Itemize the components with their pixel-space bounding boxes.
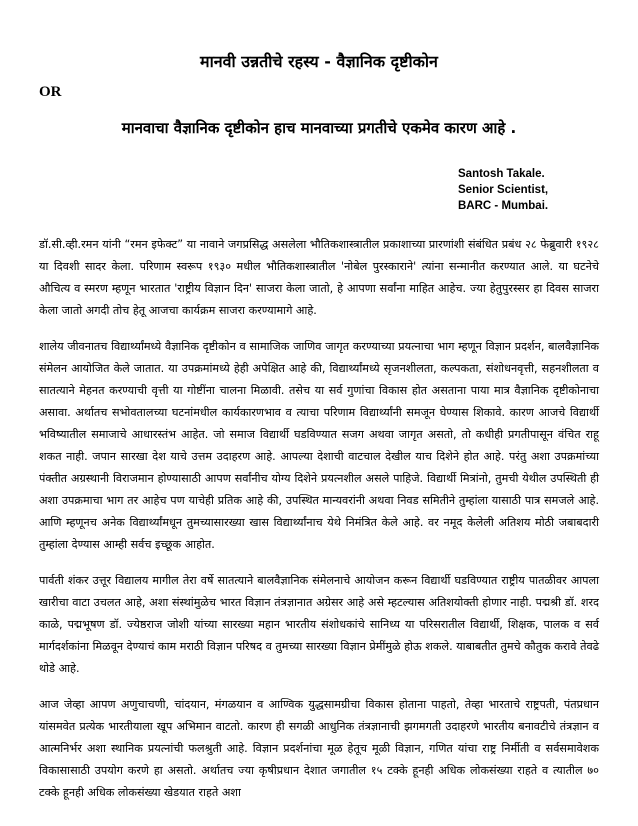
paragraph-1: डॉ.सी.व्ही.रमन यांनी “रमन इफेक्ट” या नावाने जगप्रसिद्ध असलेला भौतिकशास्त्रातील प्रकाशाच्या प्रारणांशी संबंधित प्रबंध २८ फेब्रुवारी १९२८ या दिवशी सादर केला. परिणाम स्वरूप १९३० मधील भौतिकशास्त्रातील 'नोबेल पुरस्काराने' त्यांना सन्मानीत करण्यात आले. या घटनेचे औचित्य व स्मरण म्हणून भारतात 'राष्ट्रीय विज्ञान दिन' साजरा केला जातो, हे आपणा सर्वांना माहित आहेच. ज्या हेतुपुरस्सर हा दिवस साजरा केला जातो अगदी तोच हेतू आजचा कार्यक्रम साजरा करण्यामागे आहे. xyxy=(39,238,599,317)
author-block xyxy=(458,166,548,214)
document-subtitle: मानवाचा वैज्ञानिक दृष्टीकोन हाच मानवाच्या प्रगतीचे एकमेव कारण आहे . xyxy=(121,119,517,137)
author-designation: Senior Scientist, xyxy=(458,184,549,196)
document-title: मानवी उन्नतीचे रहस्य - वैज्ञानिक दृष्टीकोन xyxy=(200,52,438,71)
author-organization: BARC - Mumbai. xyxy=(458,200,549,212)
author-name: Santosh Takale. xyxy=(458,168,545,180)
paragraph-4: आज जेव्हा आपण अणुचाचणी, चांदयान, मंगळयान व आण्विक युद्धसामग्रीचा विकास होताना पाहतो, तेव्हा भारताचे राष्ट्रपती, पंतप्रधान यांसमवेत प्रत्येक भारतीयाला खूप अभिमान वाटतो. कारण ही सगळी आधुनिक तंत्रज्ञानाची झगमगती उदाहरणे भारतीय बनावटीचे तंत्रज्ञान व आत्मनिर्भर अशा स्थानिक प्रयत्नांची फलश्रुती आहे. विज्ञान प्रदर्शनांचा मूळ हेतूच मूळी विज्ञान, गणित यांचा राष्ट्र निर्मीती व सर्वसमावेशक विकासासाठी उपयोग करणे हा असतो. अर्थातच ज्या कृषीप्रधान देशात जगातील १५ टक्के हूनही अधिक लोकसंख्या राहते व त्यातील ७० टक्के हूनही अधिक लोकसंख्या खेडयात राहते अशा xyxy=(39,698,599,799)
paragraph-2: शालेय जीवनातच विद्यार्थ्यांमध्ये वैज्ञानिक दृष्टीकोन व सामाजिक जाणिव जागृत करण्याच्या प्रयत्नाचा भाग म्हणून विज्ञान प्रदर्शन, बालवैज्ञानिक संमेलन आयोजित केले जातात. या उपक्रमांमध्ये हेही अपेक्षित आहे की, विद्यार्थ्यांमध्ये सृजनशीलता, कल्पकता, संशोधनवृत्ती, सहनशीलता व सातत्याने मेहनत करण्याची वृत्ती या गोष्टींना चालना मिळावी. तसेच या सर्व गुणांचा विकास होत असताना पाया मात्र वैज्ञानिक दृष्टीकोनाचा असावा. अर्थातच सभोवतालच्या घटनांमधील कार्यकारणभाव व त्याचा परिणाम विद्यार्थ्यांनी समजून घेण्यास शिकावे. कारण आजचे विद्यार्थी भविष्यातील समाजाचे आधारस्तंभ आहेत. जो समाज विद्यार्थी घडविण्यात सजग अथवा जागृत असतो, तो कधीही प्रगतीपासून वंचित राहू शकत नाही. जपान सारखा देश याचे उत्तम उदाहरण आहे. आपल्या देशाची वाटचाल देखील याच दिशेने होत आहे. परंतु अशा उपक्रमांच्या पंक्तीत अग्रस्थानी विराजमान होण्यासाठी आपण सर्वांनीच योग्य दिशेने प्रयत्नशील असले पाहिजे. विद्यार्थी मित्रांनो, तुमची येथील उपस्थिती ही अशा उपक्रमाचा भाग तर आहेच पण याचेही प्रतिक आहे की, उपस्थित मान्यवरांनी अथवा निवड समितीने तुम्हांला यासाठी पात्र समजले आहे. आणि म्हणूनच अनेक विद्यार्थ्यांमधून तुमच्यासारख्या खास विद्यार्थ्यांनाच येथे निमंत्रित केले आहे. वर नमूद केलेली अतिशय मोठी जबाबदारी तुम्हांला देण्यास आम्ही सर्वच इच्छूक आहोत. xyxy=(39,340,599,551)
or-label: OR xyxy=(39,84,62,100)
document-body xyxy=(39,234,599,818)
paragraph-3: पार्वती शंकर उत्तूर विद्यालय मागील तेरा वर्षे सातत्याने बालवैज्ञानिक संमेलनाचे आयोजन करून विद्यार्थी घडविण्यात राष्ट्रीय पातळीवर आपला खारीचा वाटा उचलत आहे, अशा संस्थांमुळेच भारत विज्ञान तंत्रज्ञानात अग्रेसर आहे असे म्हटल्यास अतिशयोक्ती होणार नाही. पद्मश्री डॉ. शरद काळे, पद्मभूषण डॉ. ज्येष्ठराज जोशी यांच्या सारख्या महान भारतीय संशोधकांचे सानिध्य या परिसरातील विद्यार्थी, शिक्षक, पालक व सर्व मार्गदर्शकांना मिळवून देण्याचं काम मराठी विज्ञान परिषद व तुमच्या सारख्या विज्ञान प्रेमींमुळे होऊ शकले. याबाबतीत तुमचे कौतुक करावे तेवढे थोडे आहे. xyxy=(39,574,599,675)
